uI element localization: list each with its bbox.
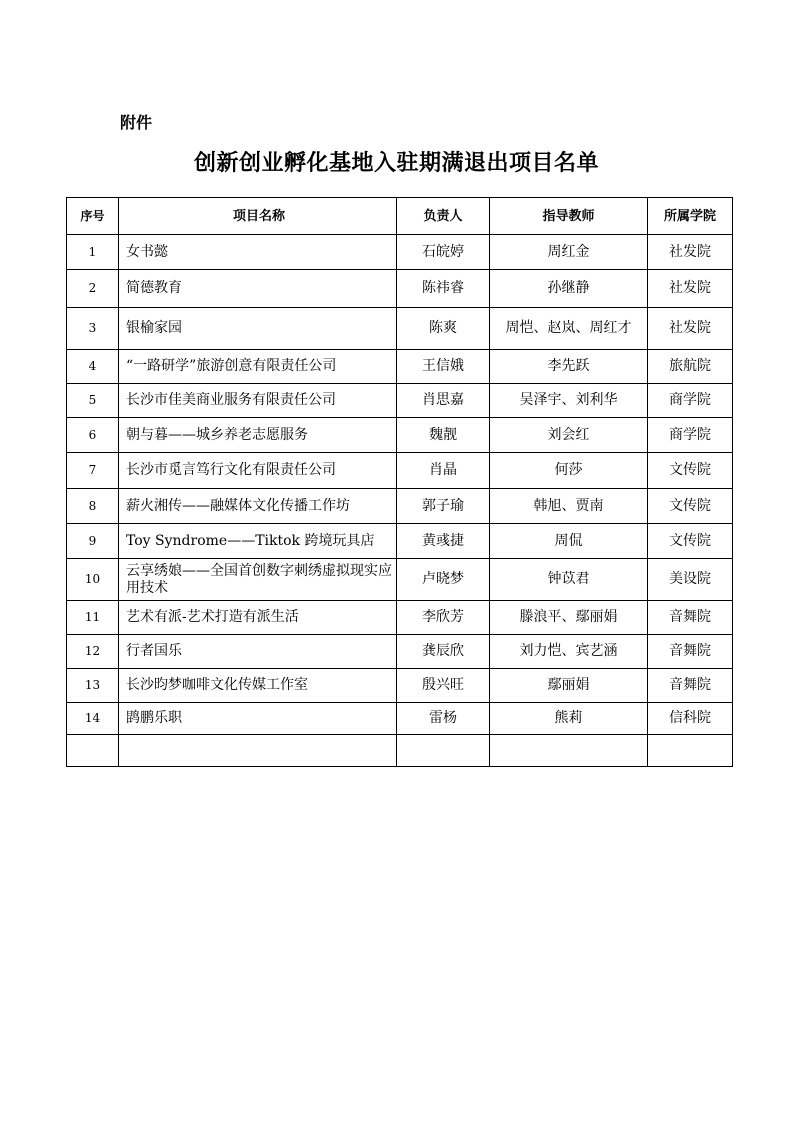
leader-cell: 魏靓 [397,418,490,453]
header-tutor: 指导教师 [490,198,648,235]
leader-cell: 雷杨 [397,703,490,735]
college-cell: 音舞院 [648,601,733,635]
tutor-cell: 钟苡君 [490,559,648,601]
table-row [67,384,733,418]
college-cell: 文传院 [648,453,733,489]
project-name-cell: Toy Syndrome——Tiktok 跨境玩具店 [119,524,397,559]
leader-cell [397,735,490,767]
row-index-cell: 6 [67,418,119,453]
leader-cell: 王信娥 [397,350,490,384]
row-index-cell: 1 [67,235,119,270]
college-cell: 社发院 [648,308,733,350]
table-row [67,669,733,703]
leader-cell: 陈爽 [397,308,490,350]
table-row [67,418,733,453]
row-index-cell: 13 [67,669,119,703]
college-cell: 音舞院 [648,635,733,669]
table-row [67,235,733,270]
college-cell: 信科院 [648,703,733,735]
header-project-name: 项目名称 [119,198,397,235]
project-name-cell: 薪火湘传——融媒体文化传播工作坊 [119,489,397,524]
table-row [67,735,733,767]
tutor-cell: 周恺、赵岚、周红才 [490,308,648,350]
college-cell: 商学院 [648,384,733,418]
project-name-cell: 女书懿 [119,235,397,270]
row-index-cell: 9 [67,524,119,559]
project-name-cell [119,735,397,767]
tutor-cell: 周侃 [490,524,648,559]
tutor-cell: 吴泽宇、刘利华 [490,384,648,418]
college-cell: 商学院 [648,418,733,453]
table-row [67,601,733,635]
row-index-cell [67,735,119,767]
table-row [67,350,733,384]
table-header-row [67,198,733,235]
project-name-cell: 云享绣娘——全国首创数字刺绣虚拟现实应用技术 [119,559,397,601]
leader-cell: 黄彧捷 [397,524,490,559]
row-index-cell: 5 [67,384,119,418]
college-cell: 美设院 [648,559,733,601]
project-name-cell: 长沙市觅言笃行文化有限责任公司 [119,453,397,489]
row-index-cell: 12 [67,635,119,669]
project-name-cell: 鹍鹏乐职 [119,703,397,735]
table-row [67,270,733,308]
project-name-cell: 简德教育 [119,270,397,308]
project-name-cell: 长沙昀梦咖啡文化传媒工作室 [119,669,397,703]
leader-cell: 龚辰欣 [397,635,490,669]
row-index-cell: 3 [67,308,119,350]
leader-cell: 郭子瑜 [397,489,490,524]
tutor-cell: 刘力恺、宾艺涵 [490,635,648,669]
row-index-cell: 8 [67,489,119,524]
project-name-cell: 银榆家园 [119,308,397,350]
project-table [66,197,733,767]
leader-cell: 卢晓梦 [397,559,490,601]
college-cell: 社发院 [648,235,733,270]
tutor-cell: 鄢丽娟 [490,669,648,703]
tutor-cell: 周红金 [490,235,648,270]
college-cell: 文传院 [648,489,733,524]
tutor-cell: 韩旭、贾南 [490,489,648,524]
table-row [67,308,733,350]
college-cell: 音舞院 [648,669,733,703]
table-row [67,524,733,559]
project-name-cell: 艺术有派-艺术打造有派生活 [119,601,397,635]
tutor-cell: 何莎 [490,453,648,489]
table-row [67,453,733,489]
row-index-cell: 10 [67,559,119,601]
row-index-cell: 7 [67,453,119,489]
college-cell: 社发院 [648,270,733,308]
tutor-cell: 李先跃 [490,350,648,384]
header-leader: 负责人 [397,198,490,235]
table-row [67,559,733,601]
project-name-cell: 长沙市佳美商业服务有限责任公司 [119,384,397,418]
tutor-cell: 滕浪平、鄢丽娟 [490,601,648,635]
attachment-label: 附件 [120,113,153,132]
document-title: 创新创业孵化基地入驻期满退出项目名单 [193,151,599,176]
leader-cell: 肖思嘉 [397,384,490,418]
header-college: 所属学院 [648,198,733,235]
project-name-cell: 朝与暮——城乡养老志愿服务 [119,418,397,453]
project-name-cell: “一路研学”旅游创意有限责任公司 [119,350,397,384]
leader-cell: 石皖婷 [397,235,490,270]
leader-cell: 肖晶 [397,453,490,489]
leader-cell: 李欣芳 [397,601,490,635]
leader-cell: 殷兴旺 [397,669,490,703]
row-index-cell: 14 [67,703,119,735]
row-index-cell: 11 [67,601,119,635]
college-cell [648,735,733,767]
row-index-cell: 4 [67,350,119,384]
table-row [67,635,733,669]
tutor-cell: 刘会红 [490,418,648,453]
college-cell: 文传院 [648,524,733,559]
tutor-cell [490,735,648,767]
college-cell: 旅航院 [648,350,733,384]
tutor-cell: 孙继静 [490,270,648,308]
row-index-cell: 2 [67,270,119,308]
tutor-cell: 熊莉 [490,703,648,735]
header-index: 序号 [67,198,119,235]
table-row [67,489,733,524]
table-row [67,703,733,735]
leader-cell: 陈祎睿 [397,270,490,308]
project-name-cell: 行者国乐 [119,635,397,669]
